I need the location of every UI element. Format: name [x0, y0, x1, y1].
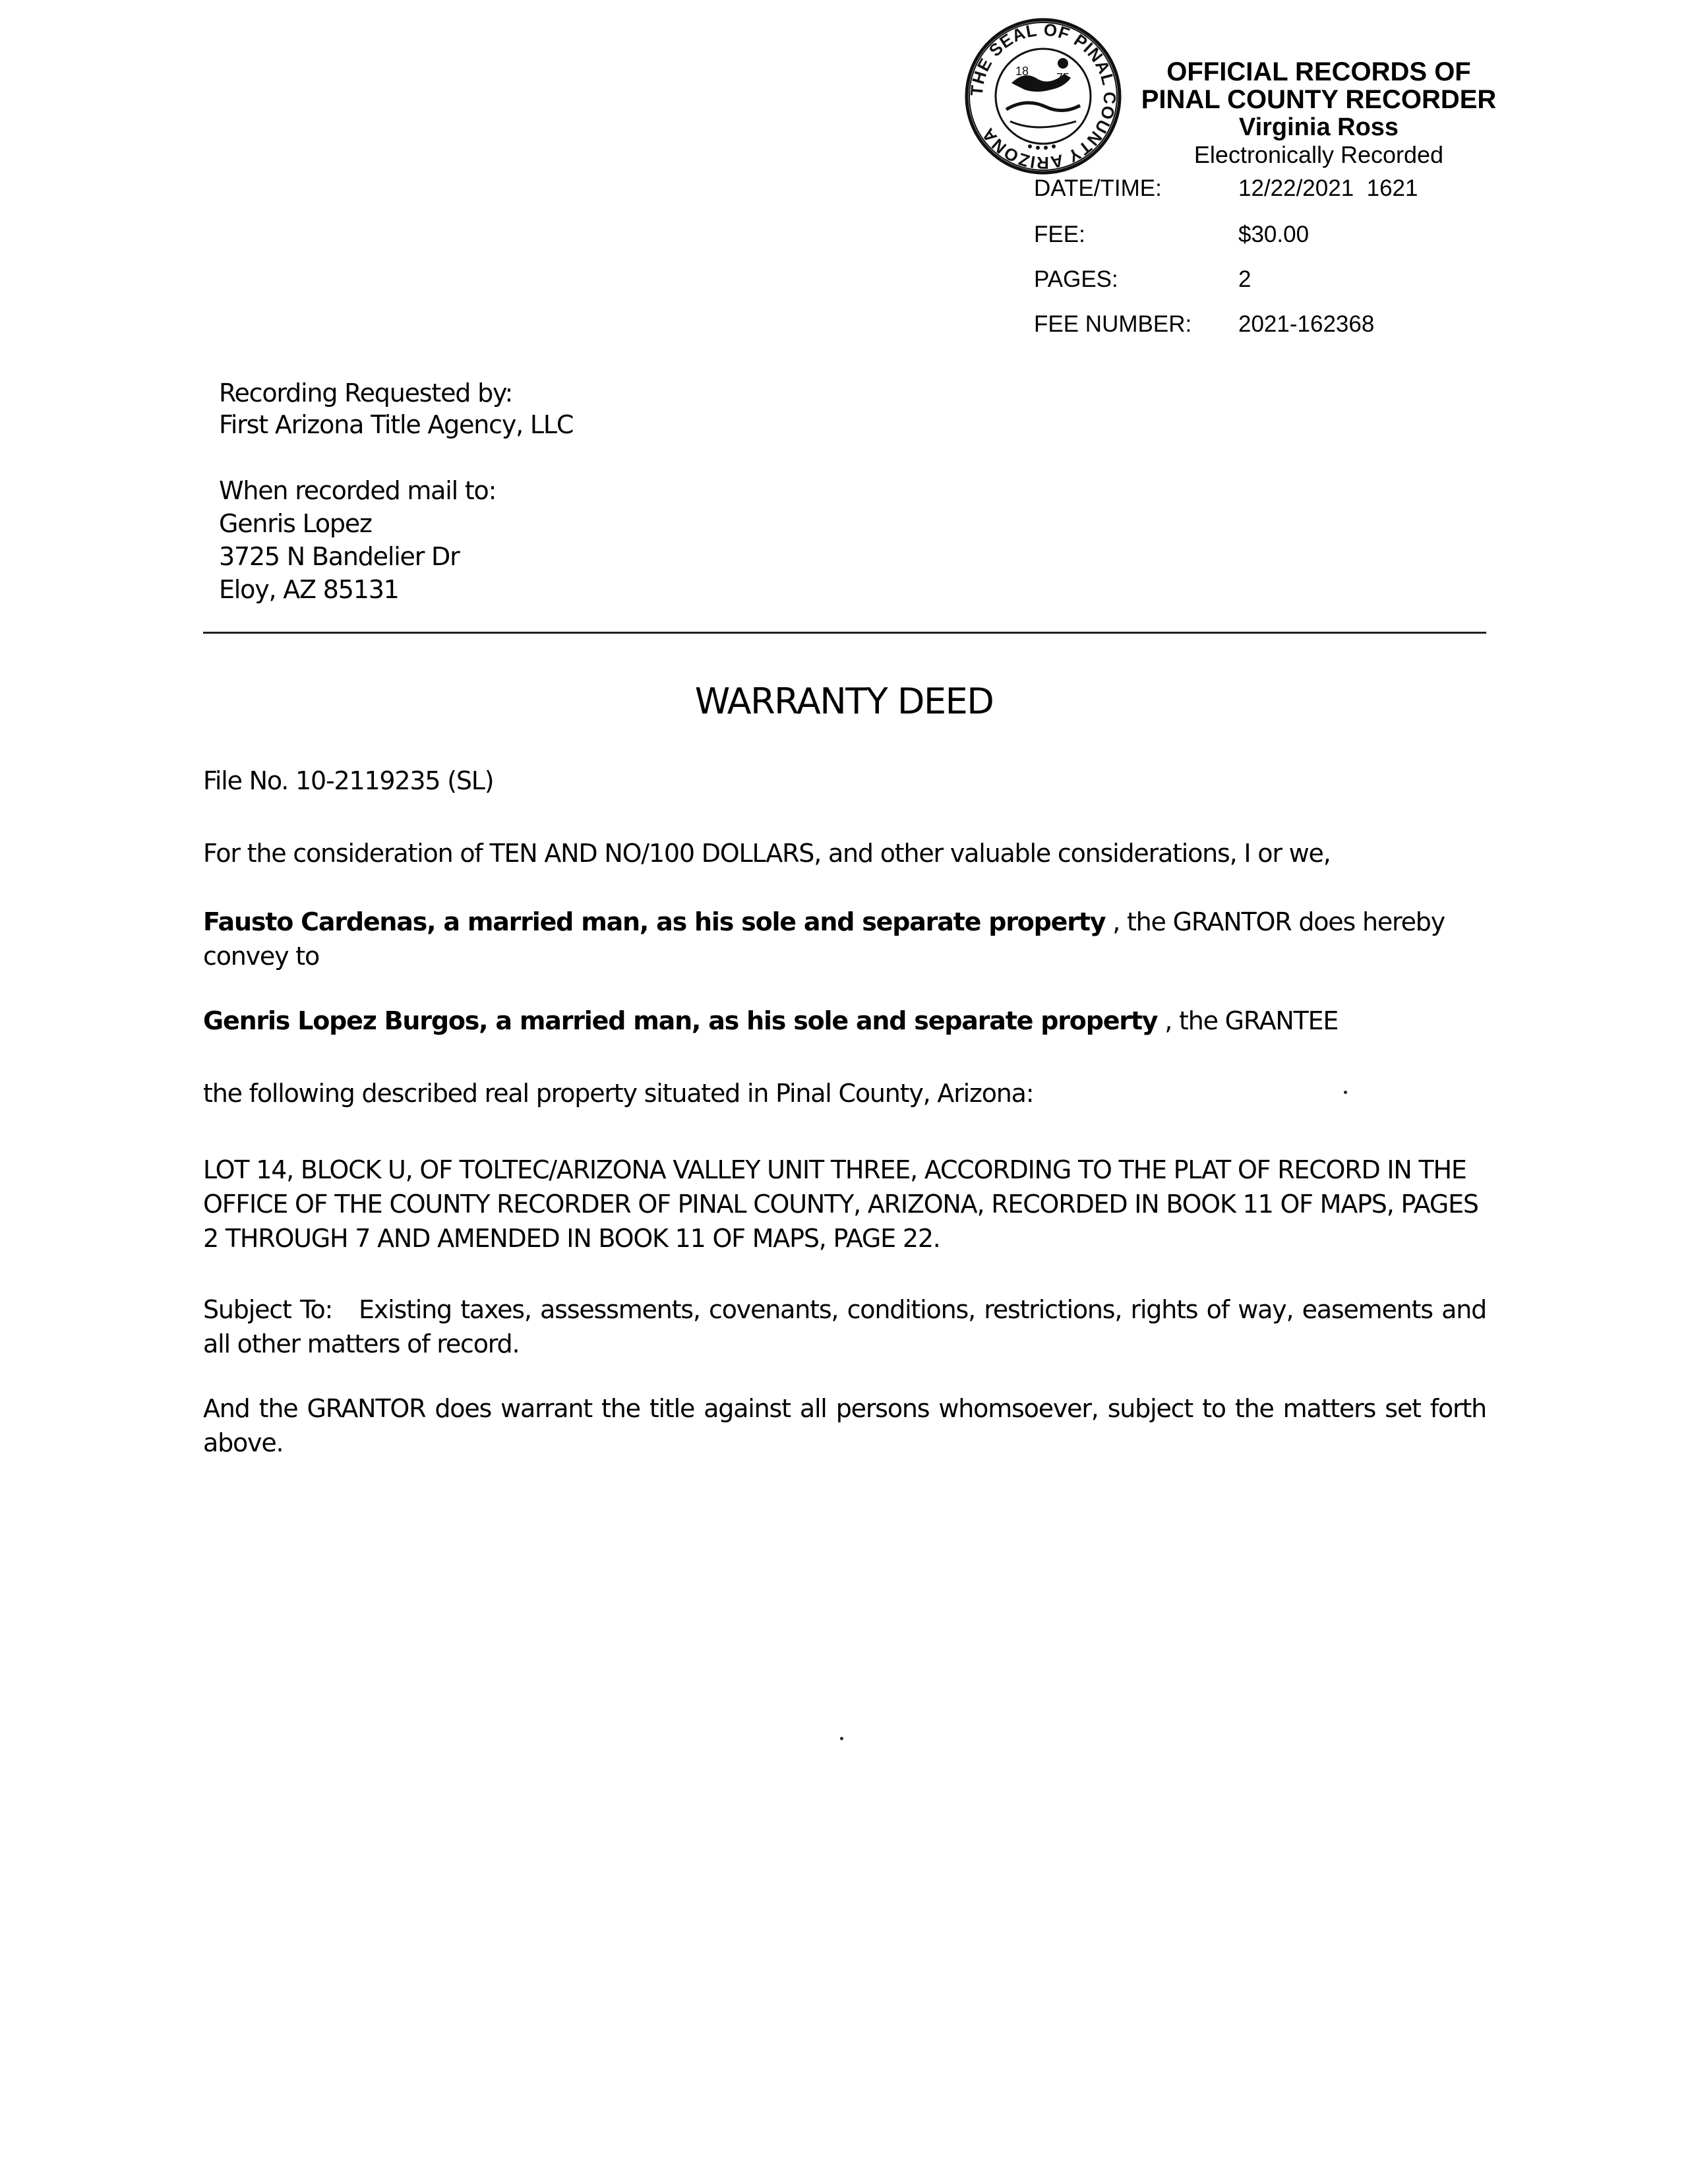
- field-value: 12/22/2021 1621: [1238, 175, 1418, 201]
- field-label: PAGES:: [1034, 266, 1118, 292]
- county-seal: [964, 17, 1122, 175]
- subject-to-text: Existing taxes, assessments, covenants, conditions, restrictions, rights of way, easements and all other matters of record.: [203, 1295, 1487, 1358]
- grantee-name: Genris Lopez Burgos, a married man, as his sole and separate property: [203, 1006, 1158, 1035]
- document-title: WARRANTY DEED: [694, 681, 994, 722]
- field-value: 2021-162368: [1238, 311, 1375, 337]
- requested-by-label: Recording Requested by:: [219, 379, 513, 408]
- recorder-line-2: PINAL COUNTY RECORDER: [1141, 85, 1497, 114]
- warranty-clause: And the GRANTOR does warrant the title against all persons whomsoever, subject to the matters set forth above.: [203, 1394, 1486, 1457]
- grantee-tail: , the GRANTEE: [1157, 1006, 1339, 1035]
- mail-to-label: When recorded mail to:: [219, 476, 497, 505]
- field-label: FEE:: [1034, 222, 1085, 247]
- scan-speck: [840, 1737, 843, 1740]
- file-number: File No. 10-2119235 (SL): [203, 766, 494, 795]
- field-value: 2: [1238, 266, 1251, 292]
- mail-to-city: Eloy, AZ 85131: [219, 575, 399, 604]
- grantor-name: Fausto Cardenas, a married man, as his sole and separate property: [203, 907, 1106, 936]
- mail-to-street: 3725 N Bandelier Dr: [219, 542, 460, 571]
- header-divider: [203, 632, 1486, 634]
- requested-by-name: First Arizona Title Agency, LLC: [219, 410, 574, 439]
- seal-year-right: 75: [1056, 71, 1070, 84]
- recorder-line-1: OFFICIAL RECORDS OF: [1166, 57, 1471, 86]
- recorder-stamp: [1134, 58, 1503, 169]
- scan-speck: [1344, 1091, 1347, 1094]
- recorder-line-4: Electronically Recorded: [1193, 141, 1444, 168]
- grantor-tail: , the GRANTOR does hereby convey to: [203, 907, 1445, 971]
- situated-clause: the following described real property situated in Pinal County, Arizona:: [203, 1079, 1034, 1108]
- grantor-clause: [203, 905, 1486, 973]
- seal-ring-text: THE SEAL OF PINAL COUNTY ARIZONA: [966, 19, 1120, 173]
- mail-to-name: Genris Lopez: [219, 509, 372, 538]
- recorder-name: Virginia Ross: [1238, 113, 1399, 141]
- grantee-clause: [203, 1004, 1486, 1038]
- field-label: DATE/TIME:: [1034, 175, 1162, 201]
- field-value: $30.00: [1238, 222, 1310, 247]
- consideration-clause: For the consideration of TEN AND NO/100 DOLLARS, and other valuable considerations, I or we,: [203, 839, 1331, 868]
- subject-to-label: Subject To:: [203, 1295, 333, 1324]
- legal-description: LOT 14, BLOCK U, OF TOLTEC/ARIZONA VALLEY UNIT THREE, ACCORDING TO THE PLAT OF RECORD IN THE OFFICE OF THE COUNTY RECORDER OF PINAL COUNTY, ARIZONA, RECORDED IN BOOK 11 OF MAPS, PAGES 2 THROUGH 7 AND AMENDED IN BOOK 11 OF MAPS, PAGE 22.: [203, 1155, 1478, 1253]
- subject-to-clause: [203, 1292, 1486, 1361]
- field-label: FEE NUMBER:: [1034, 311, 1192, 337]
- seal-year-left: 18: [1015, 65, 1029, 78]
